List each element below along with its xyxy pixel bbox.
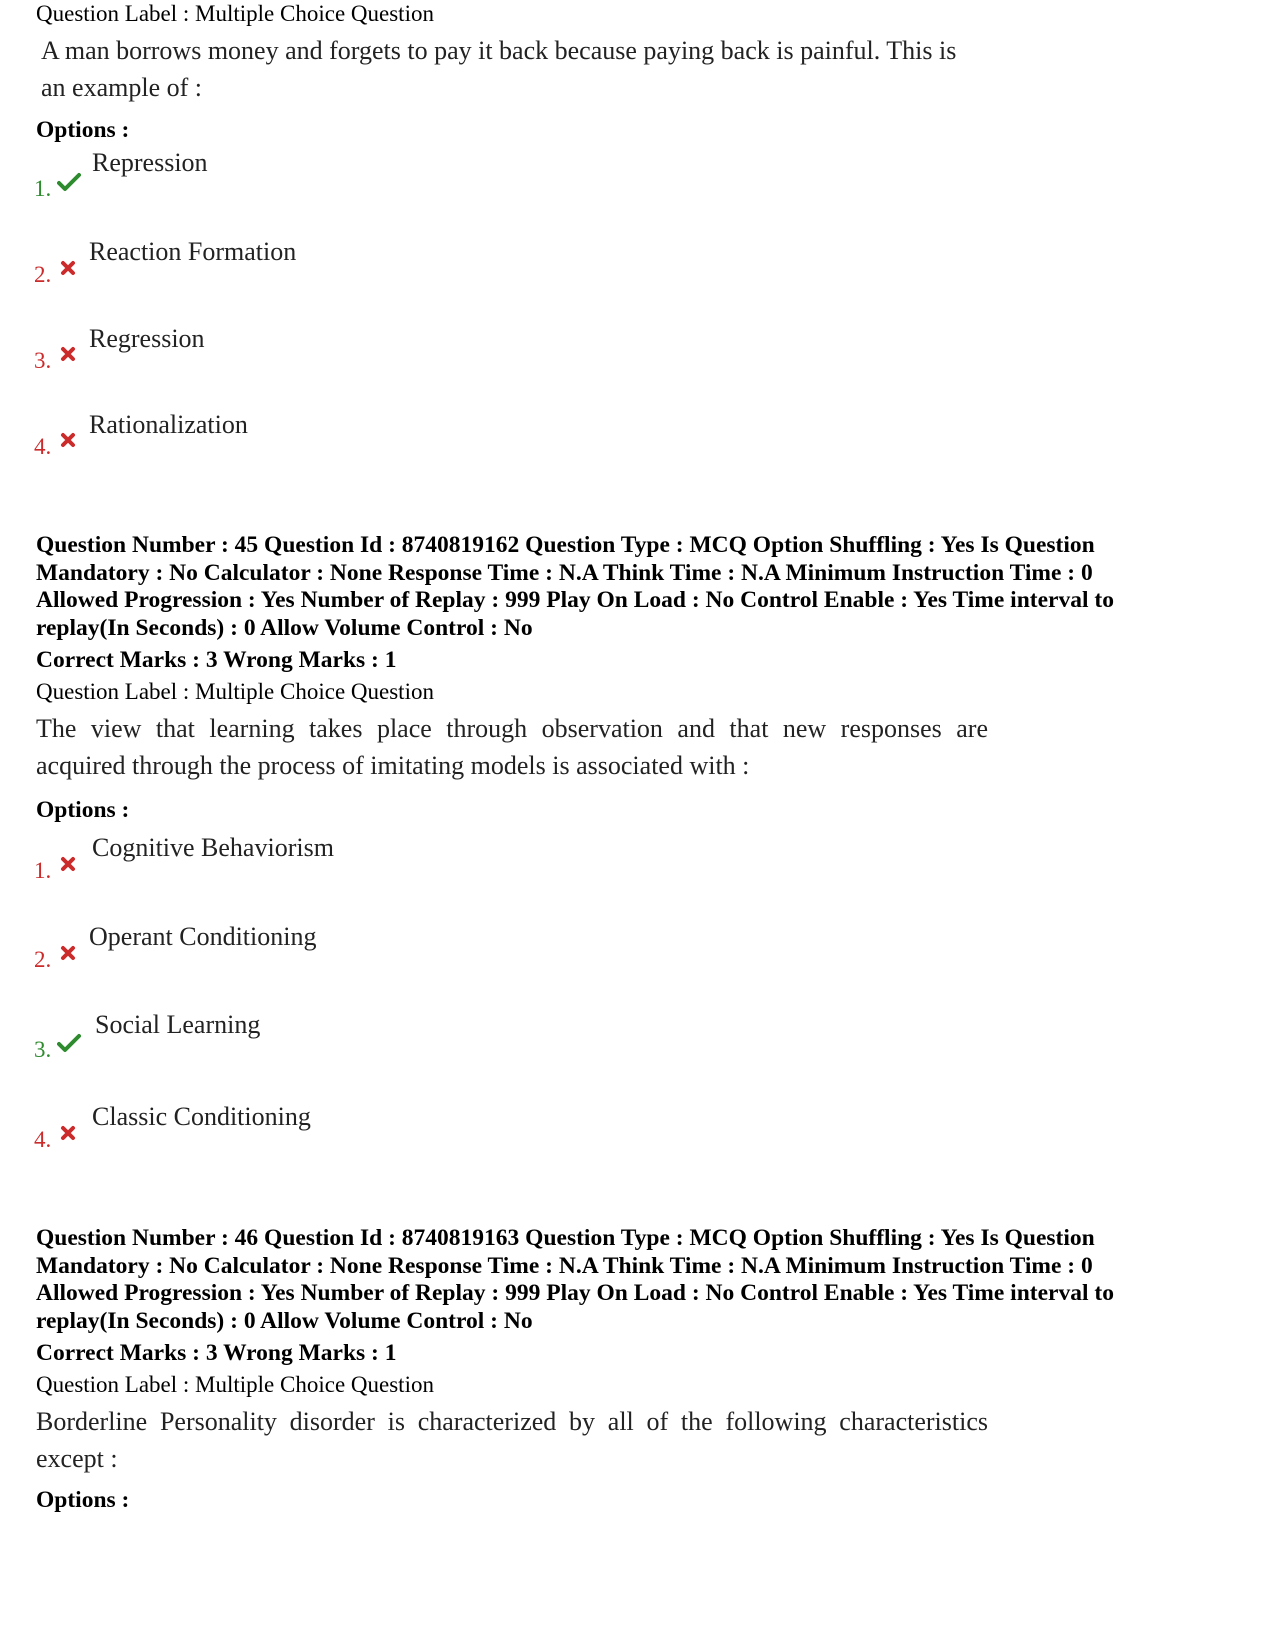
option-text: Classic Conditioning [92,1102,311,1131]
question-meta-line: Question Number : 46 Question Id : 8740819163 Question Type : MCQ Option Shuffling : Yes Is Question [36,1225,1095,1251]
question-meta-line: Mandatory : No Calculator : None Response Time : N.A Think Time : N.A Minimum Instruction Time : 0 [36,1252,1093,1279]
question-meta-line: replay(In Seconds) : 0 Allow Volume Control : No [36,1307,533,1334]
question-label: Question Label : Multiple Choice Question [36,1,434,26]
question-meta-line: Mandatory : No Calculator : None Response Time : N.A Think Time : N.A Minimum Instruction Time : 0 [36,559,1093,586]
option-text: Cognitive Behaviorism [92,833,334,862]
options-heading: Options : [36,797,130,823]
option-number: 1. [34,176,52,201]
check-icon [57,1033,81,1053]
question-meta [36,1225,1236,1335]
option-number: 3. [34,1037,52,1062]
question-marks: Correct Marks : 3 Wrong Marks : 1 [36,647,397,673]
option-text: Social Learning [95,1010,261,1039]
option-text: Repression [92,148,208,177]
cross-icon [60,1125,76,1141]
cross-icon [60,856,76,872]
question-meta [36,532,1236,642]
question-label: Question Label : Multiple Choice Question [36,679,434,704]
cross-icon [60,945,76,961]
cross-icon [60,432,76,448]
question-text [36,710,988,784]
question-meta-line: Question Number : 45 Question Id : 8740819162 Question Type : MCQ Option Shuffling : Yes Is Question [36,532,1095,558]
question-marks: Correct Marks : 3 Wrong Marks : 1 [36,1340,397,1366]
option-text: Regression [89,324,205,353]
question-text-line: A man borrows money and forgets to pay it back because paying back is painful. This is [41,36,957,65]
option-number: 3. [34,348,52,373]
option-number: 2. [34,262,52,287]
option-number: 2. [34,947,52,972]
option-text: Rationalization [89,410,248,439]
cross-icon [60,260,76,276]
check-icon [57,172,81,192]
question-meta-line: replay(In Seconds) : 0 Allow Volume Control : No [36,614,533,641]
options-heading: Options : [36,117,130,143]
question-text [36,1403,988,1477]
question-text-line: an example of : [41,73,202,102]
option-text: Reaction Formation [89,237,297,266]
question-meta-line: Allowed Progression : Yes Number of Replay : 999 Play On Load : No Control Enable : Yes Time interval to [36,587,1114,613]
question-meta-line: Allowed Progression : Yes Number of Replay : 999 Play On Load : No Control Enable : Yes Time interval to [36,1280,1114,1306]
question-text-line: except : [36,1444,118,1473]
question-text-line: Borderline Personality disorder is characterized by all of the following characteristics [36,1407,988,1436]
option-text: Operant Conditioning [89,922,317,951]
question-label: Question Label : Multiple Choice Question [36,1372,434,1397]
question-text-line: The view that learning takes place through observation and that new responses are [36,714,988,743]
option-number: 4. [34,1127,52,1152]
options-heading: Options : [36,1487,130,1513]
question-text-line: acquired through the process of imitating models is associated with : [36,751,750,780]
cross-icon [60,346,76,362]
option-number: 1. [34,858,52,883]
option-number: 4. [34,434,52,459]
question-text [41,32,1031,106]
